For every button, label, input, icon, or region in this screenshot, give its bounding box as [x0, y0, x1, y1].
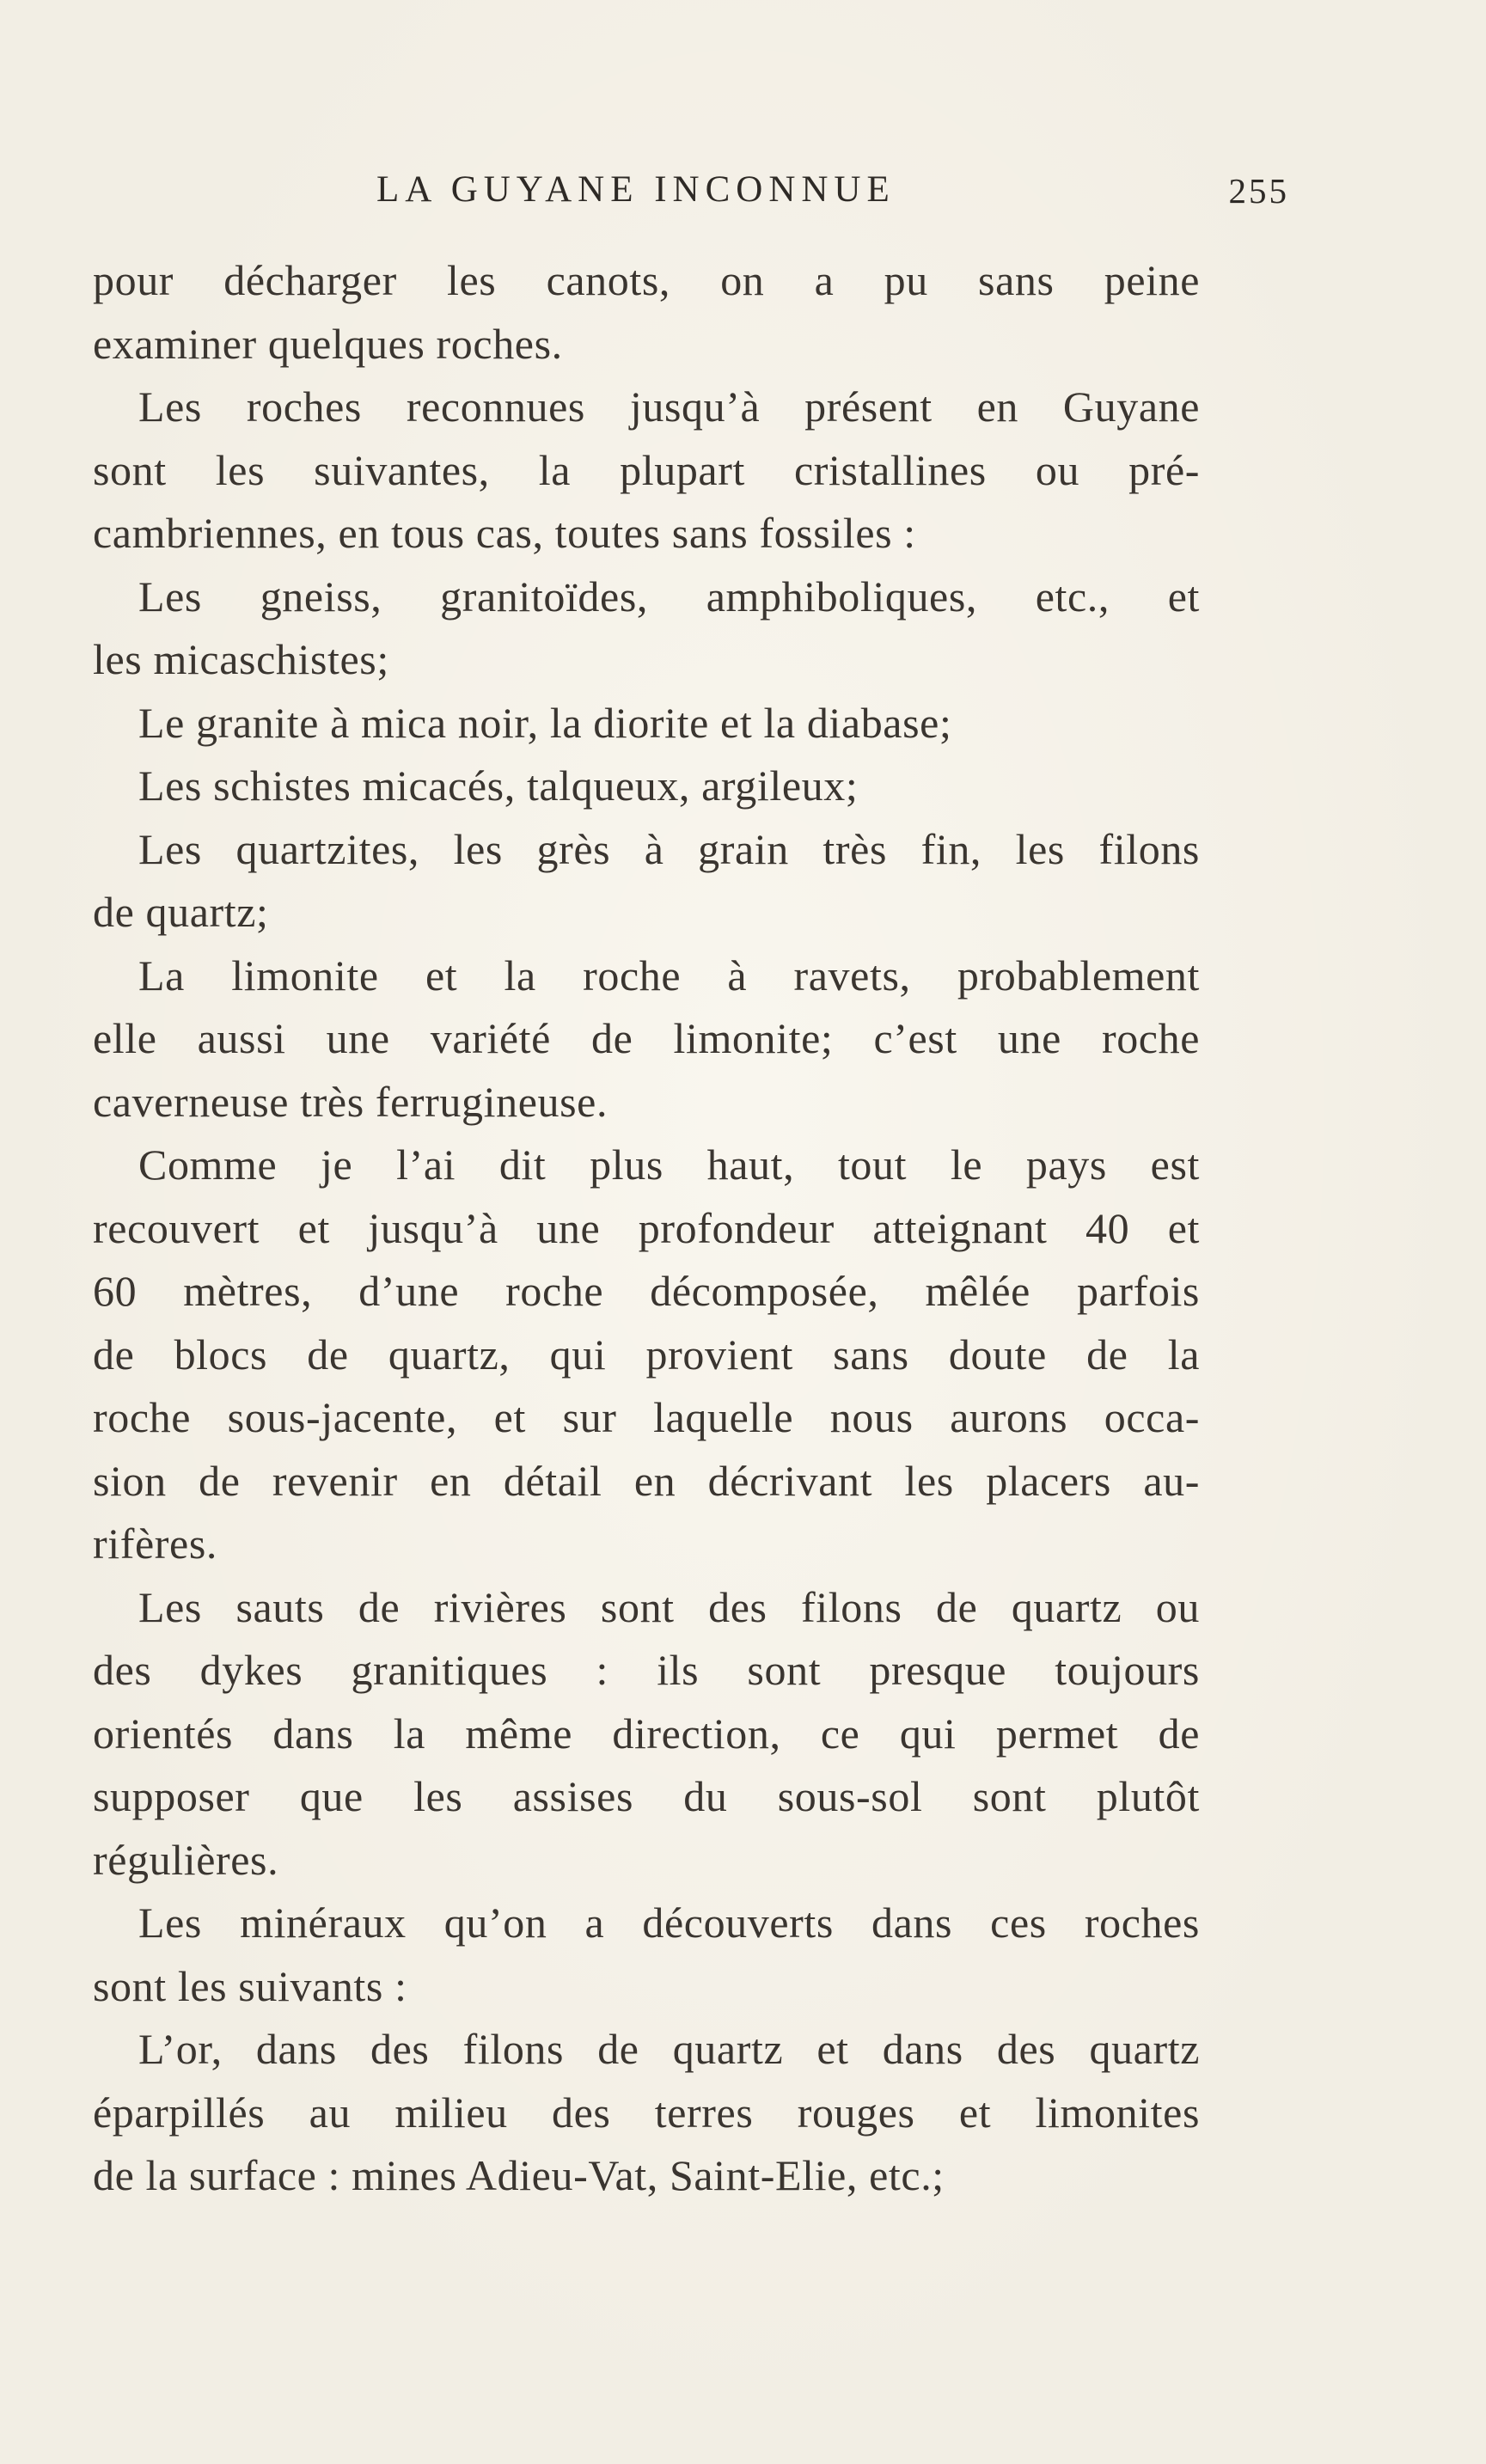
text-line: sont les suivants :: [93, 1961, 407, 2010]
text-line: Comme je l’ai dit plus haut, tout le pays est: [138, 1140, 1200, 1189]
text-line: L’or, dans des filons de quartz et dans des quartz: [138, 2025, 1200, 2073]
text-line: recouvert et jusqu’à une profondeur atteignant 40 et: [93, 1203, 1200, 1252]
page-header: [93, 168, 1289, 220]
text-line: des dykes granitiques : ils sont presque toujours: [93, 1646, 1200, 1694]
text-line: Les quartzites, les grès à grain très fin, les filons: [138, 824, 1200, 873]
text-line: régulières.: [93, 1835, 279, 1884]
page-number: 255: [1228, 171, 1289, 211]
text-line: les micaschistes;: [93, 635, 389, 683]
text-line: pour décharger les canots, on a pu sans peine: [93, 256, 1200, 304]
text-line: éparpillés au milieu des terres rouges et limonites: [93, 2088, 1200, 2137]
text-line: Les gneiss, granitoïdes, amphiboliques, etc., et: [138, 572, 1200, 621]
text-line: sont les suivantes, la plupart cristallines ou pré-: [93, 445, 1200, 494]
text-line: Les sauts de rivières sont des filons de quartz ou: [138, 1582, 1200, 1631]
running-title: LA GUYANE INCONNUE: [376, 169, 896, 210]
text-line: caverneuse très ferrugineuse.: [93, 1077, 608, 1126]
text-line: sion de revenir en détail en décrivant les placers au-: [93, 1456, 1200, 1505]
text-line: de blocs de quartz, qui provient sans doute de la: [93, 1330, 1200, 1379]
text-line: rifères.: [93, 1519, 217, 1568]
text-line: de la surface : mines Adieu-Vat, Saint-Elie, etc.;: [93, 2151, 945, 2199]
text-line: elle aussi une variété de limonite; c’est une roche: [93, 1014, 1200, 1062]
text-line: Les schistes micacés, talqueux, argileux;: [138, 761, 859, 810]
text-line: 60 mètres, d’une roche décomposée, mêlée parfois: [93, 1267, 1200, 1315]
text-line: orientés dans la même direction, ce qui permet de: [93, 1709, 1200, 1758]
text-line: La limonite et la roche à ravets, probablement: [138, 951, 1200, 1000]
text-line: supposer que les assises du sous-sol sont plutôt: [93, 1772, 1200, 1820]
text-line: Les minéraux qu’on a découverts dans ces roches: [138, 1898, 1200, 1947]
text-line: cambriennes, en tous cas, toutes sans fossiles :: [93, 509, 916, 557]
text-line: roche sous-jacente, et sur laquelle nous aurons occa-: [93, 1393, 1200, 1441]
body-text: [93, 249, 1200, 2208]
text-line: Les roches reconnues jusqu’à présent en Guyane: [138, 382, 1200, 431]
text-line: Le granite à mica noir, la diorite et la diabase;: [138, 698, 952, 747]
text-line: examiner quelques roches.: [93, 319, 563, 368]
text-line: de quartz;: [93, 888, 269, 936]
